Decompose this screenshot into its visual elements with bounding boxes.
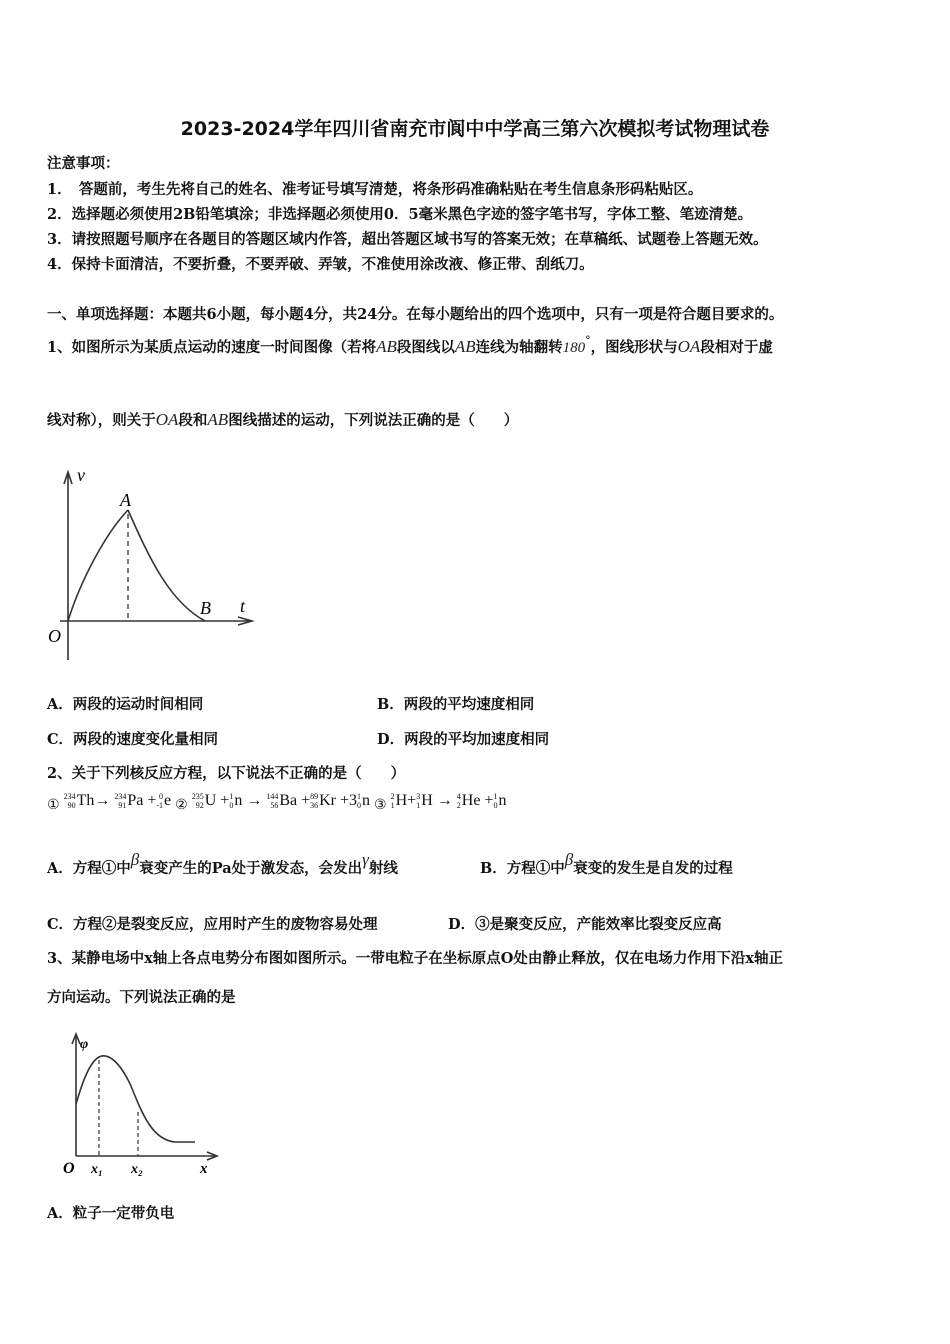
q2-option-a: A．方程①中β衰变产生的Pa处于激发态，会发出γ射线 — [47, 850, 398, 877]
tick-label-x1: x₁ — [91, 1162, 103, 1177]
q2-option-b: B．方程①中β衰变的发生是自发的过程 — [480, 850, 733, 877]
point-label-b: B — [200, 598, 211, 618]
notice-item-2: 2．选择题必须使用2B铅笔填涂；非选择题必须使用0．5毫米黑色字迹的签字笔书写，字体工整、笔迹清楚。 — [47, 206, 753, 223]
q1-option-d: D．两段的平均加速度相同 — [377, 731, 550, 748]
question-3-stem-line1: 3、某静电场中x轴上各点电势分布图如图所示。一带电粒子在坐标原点O处由静止释放，仅在电场力作用下沿x轴正 — [47, 950, 784, 967]
axis-label-x: x — [200, 1161, 208, 1177]
point-label-a: A — [120, 490, 131, 510]
notice-heading: 注意事项： — [47, 155, 120, 172]
velocity-time-graph — [40, 462, 270, 667]
axis-label-phi: φ — [80, 1037, 89, 1052]
origin-label: O — [48, 626, 61, 646]
question-3-stem-line2: 方向运动。下列说法正确的是 — [47, 989, 236, 1006]
question-2-stem: 2、关于下列核反应方程，以下说法不正确的是（ ） — [47, 765, 406, 782]
axis-label-t: t — [240, 596, 246, 616]
axis-label-v: v — [77, 465, 85, 485]
notice-item-3: 3．请按照题号顺序在各题目的答题区域内作答，超出答题区域书写的答案无效；在草稿纸、试题卷上答题无效。 — [47, 231, 768, 248]
q2-option-d: D．③是聚变反应，产能效率比裂变反应高 — [448, 916, 722, 933]
q3-option-a: A．粒子一定带负电 — [47, 1205, 175, 1222]
notice-item-4: 4．保持卡面清洁，不要折叠，不要弄破、弄皱，不准使用涂改液、修正带、刮纸刀。 — [47, 256, 594, 273]
nuclear-equations: ① 234 90 Th→ 234 91 Pa + 0 -1 e ② 235 92 U + 1 0 n → 144 56 Ba + 89 36 Kr +3 1 0 n ③ 2 1 H+ 3 1 H → 4 2 He + 1 0 n — [47, 792, 507, 813]
q1-option-c: C．两段的速度变化量相同 — [47, 731, 219, 748]
page-title: 2023-2024学年四川省南充市阆中中学高三第六次模拟考试物理试卷 — [180, 118, 770, 140]
section-heading: 一、单项选择题：本题共6小题，每小题4分，共24分。在每小题给出的四个选项中，只有一项是符合题目要求的。 — [47, 306, 784, 323]
question-1-stem-line1: 1、如图所示为某质点运动的速度一时间图像（若将AB段图线以AB连线为轴翻转180°，图线形状与OA段相对于虚 — [47, 334, 773, 356]
q1-option-a: A．两段的运动时间相同 — [47, 696, 204, 713]
potential-graph — [55, 1030, 235, 1180]
q1-option-b: B．两段的平均速度相同 — [377, 696, 535, 713]
origin-label-2: O — [63, 1160, 75, 1177]
question-1-stem-line2: 线对称），则关于OA段和AB图线描述的运动，下列说法正确的是（ ） — [47, 410, 519, 429]
notice-item-1: 1． 答题前，考生先将自己的姓名、准考证号填写清楚，将条形码准确粘贴在考生信息条形码粘贴区。 — [47, 181, 703, 198]
q2-option-c: C．方程②是裂变反应，应用时产生的废物容易处理 — [47, 916, 378, 933]
tick-label-x2: x₂ — [131, 1162, 143, 1177]
